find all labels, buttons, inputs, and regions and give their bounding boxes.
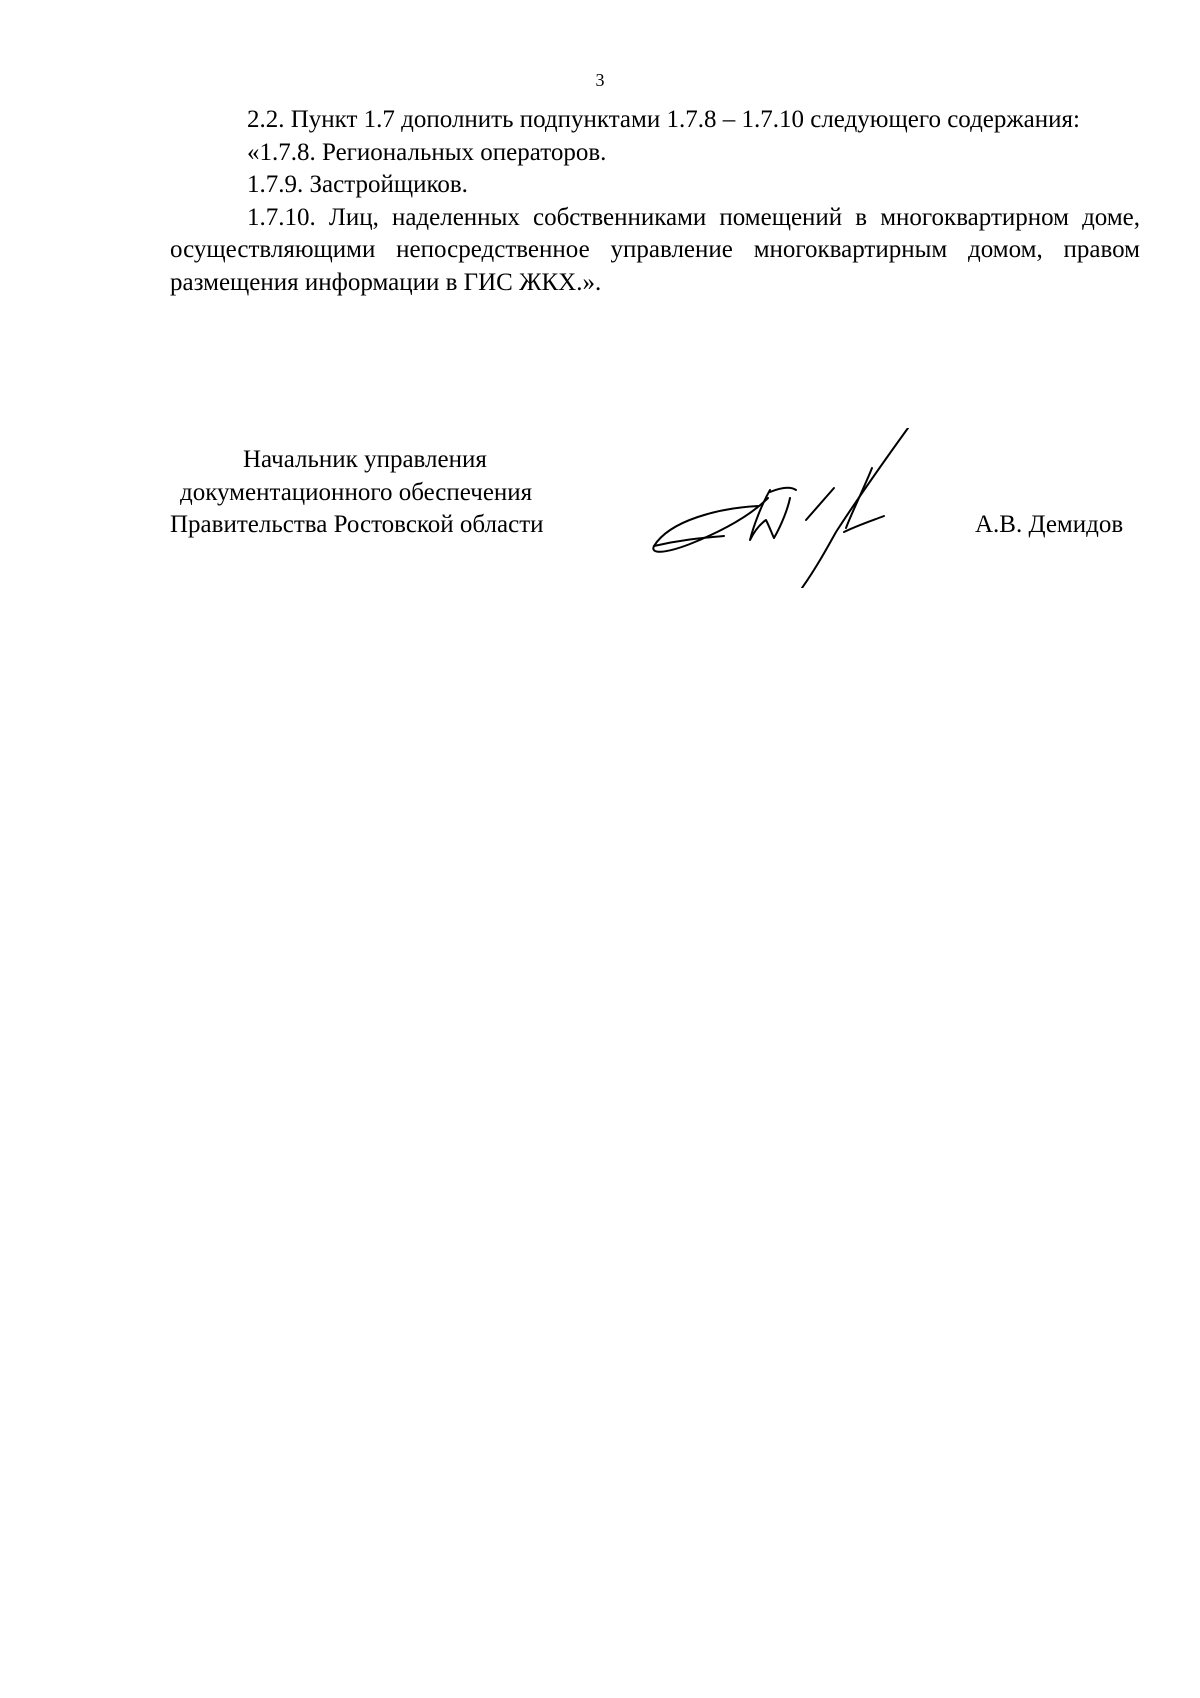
document-body [170, 104, 1140, 299]
paragraph-1-7-9: 1.7.9. Застройщиков. [247, 171, 468, 198]
signer-position-line: Правительства Ростовской области [170, 511, 544, 538]
paragraph-1-7-10: 1.7.10. Лиц, наделенных собственниками помещений в многоквартирном доме, осуществляющими непосредственное управление многоквартирным домом, правом размещения информации в ГИС ЖКХ.». [170, 203, 1140, 296]
paragraph-1-7-8: «1.7.8. Региональных операторов. [247, 138, 607, 166]
signer-position-line: документационного обеспечения [180, 478, 533, 506]
signer-position [170, 444, 610, 542]
signer-name: А.В. Демидов [975, 511, 1124, 538]
paragraph-2-2: 2.2. Пункт 1.7 дополнить подпунктами 1.7.8 – 1.7.10 следующего содержания: [247, 106, 1080, 133]
handwritten-signature-icon [650, 428, 940, 588]
page-number: 3 [595, 70, 605, 90]
signer-position-line: Начальник управления [243, 446, 487, 473]
